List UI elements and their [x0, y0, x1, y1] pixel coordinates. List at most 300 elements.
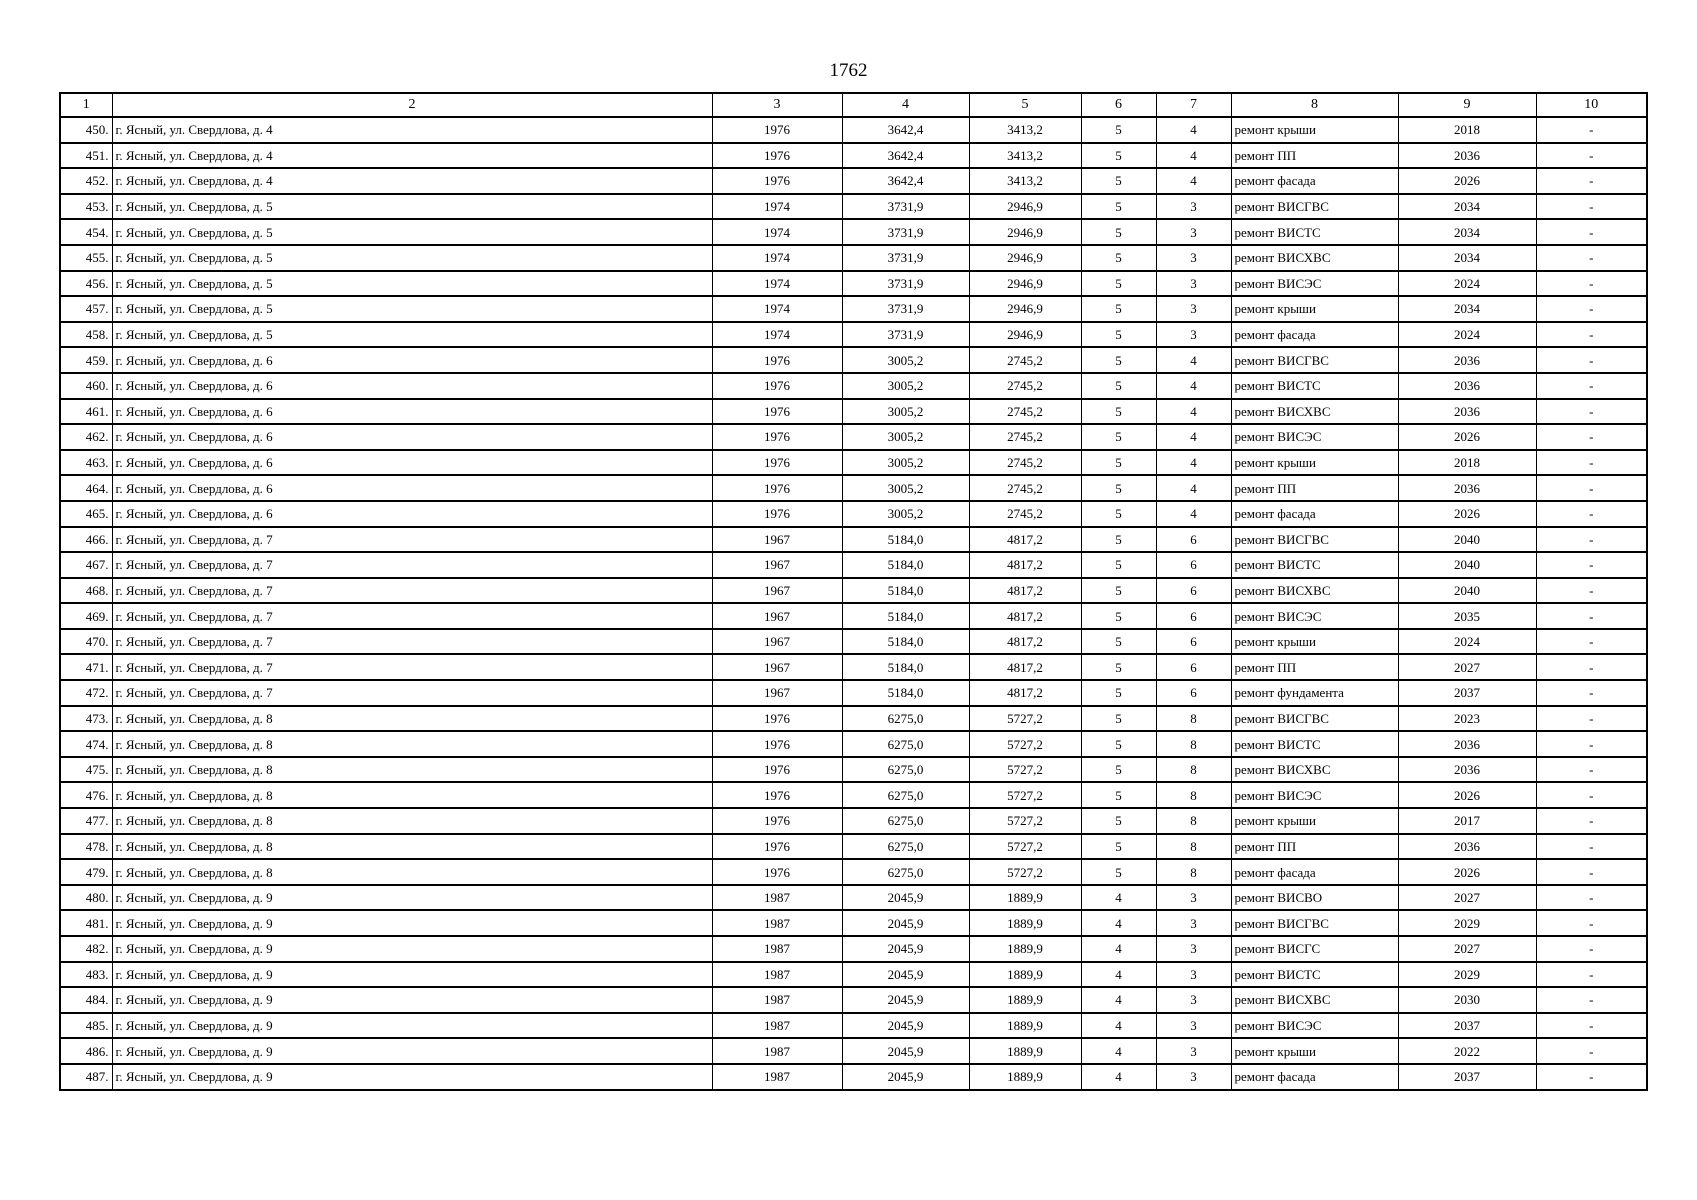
floors-cell: 5	[1081, 680, 1156, 706]
entrances-cell: 3	[1156, 296, 1231, 322]
entrances-cell: 3	[1156, 245, 1231, 271]
entrances-cell: 8	[1156, 808, 1231, 834]
living-area-cell: 5727,2	[969, 731, 1081, 757]
floors-cell: 5	[1081, 399, 1156, 425]
column-header: 6	[1081, 93, 1156, 117]
planned-year-cell: 2036	[1398, 475, 1536, 501]
address-cell: г. Ясный, ул. Свердлова, д. 9	[112, 962, 712, 988]
work-type-cell: ремонт крыши	[1231, 629, 1398, 655]
work-type-cell: ремонт ПП	[1231, 143, 1398, 169]
table-row	[60, 629, 1647, 655]
page-number: 1762	[829, 60, 868, 81]
total-area-cell: 3642,4	[842, 143, 969, 169]
living-area-cell: 1889,9	[969, 1064, 1081, 1090]
floors-cell: 4	[1081, 910, 1156, 936]
column-header: 3	[712, 93, 842, 117]
entrances-cell: 3	[1156, 962, 1231, 988]
planned-year-cell: 2018	[1398, 450, 1536, 476]
address-cell: г. Ясный, ул. Свердлова, д. 5	[112, 296, 712, 322]
address-cell: г. Ясный, ул. Свердлова, д. 7	[112, 603, 712, 629]
build-year-cell: 1987	[712, 962, 842, 988]
living-area-cell: 4817,2	[969, 603, 1081, 629]
total-area-cell: 3642,4	[842, 168, 969, 194]
living-area-cell: 2946,9	[969, 194, 1081, 220]
planned-year-cell: 2035	[1398, 603, 1536, 629]
build-year-cell: 1987	[712, 936, 842, 962]
table-row	[60, 117, 1647, 143]
floors-cell: 5	[1081, 347, 1156, 373]
address-cell: г. Ясный, ул. Свердлова, д. 5	[112, 271, 712, 297]
note-cell: -	[1536, 578, 1647, 604]
address-cell: г. Ясный, ул. Свердлова, д. 8	[112, 782, 712, 808]
note-cell: -	[1536, 731, 1647, 757]
floors-cell: 5	[1081, 527, 1156, 553]
entrances-cell: 4	[1156, 347, 1231, 373]
build-year-cell: 1976	[712, 143, 842, 169]
entrances-cell: 4	[1156, 117, 1231, 143]
row-number-cell: 459.	[60, 347, 112, 373]
living-area-cell: 2745,2	[969, 450, 1081, 476]
address-cell: г. Ясный, ул. Свердлова, д. 9	[112, 1064, 712, 1090]
table-row	[60, 424, 1647, 450]
note-cell: -	[1536, 219, 1647, 245]
planned-year-cell: 2034	[1398, 245, 1536, 271]
build-year-cell: 1976	[712, 424, 842, 450]
floors-cell: 5	[1081, 245, 1156, 271]
column-header: 10	[1536, 93, 1647, 117]
address-cell: г. Ясный, ул. Свердлова, д. 7	[112, 654, 712, 680]
planned-year-cell: 2026	[1398, 501, 1536, 527]
total-area-cell: 3731,9	[842, 271, 969, 297]
note-cell: -	[1536, 424, 1647, 450]
entrances-cell: 3	[1156, 1013, 1231, 1039]
table-row	[60, 1064, 1647, 1090]
living-area-cell: 2745,2	[969, 373, 1081, 399]
address-cell: г. Ясный, ул. Свердлова, д. 9	[112, 885, 712, 911]
table-row	[60, 757, 1647, 783]
note-cell: -	[1536, 885, 1647, 911]
note-cell: -	[1536, 808, 1647, 834]
address-cell: г. Ясный, ул. Свердлова, д. 4	[112, 117, 712, 143]
table-row	[60, 168, 1647, 194]
note-cell: -	[1536, 962, 1647, 988]
planned-year-cell: 2027	[1398, 654, 1536, 680]
table-row	[60, 885, 1647, 911]
note-cell: -	[1536, 271, 1647, 297]
row-number-cell: 474.	[60, 731, 112, 757]
living-area-cell: 2946,9	[969, 245, 1081, 271]
address-cell: г. Ясный, ул. Свердлова, д. 7	[112, 552, 712, 578]
work-type-cell: ремонт ВИСХВС	[1231, 399, 1398, 425]
row-number-cell: 476.	[60, 782, 112, 808]
floors-cell: 5	[1081, 629, 1156, 655]
row-number-cell: 455.	[60, 245, 112, 271]
table-row	[60, 578, 1647, 604]
build-year-cell: 1987	[712, 1038, 842, 1064]
floors-cell: 5	[1081, 143, 1156, 169]
note-cell: -	[1536, 603, 1647, 629]
table-row	[60, 962, 1647, 988]
planned-year-cell: 2027	[1398, 885, 1536, 911]
address-cell: г. Ясный, ул. Свердлова, д. 9	[112, 1013, 712, 1039]
build-year-cell: 1976	[712, 373, 842, 399]
row-number-cell: 450.	[60, 117, 112, 143]
row-number-cell: 478.	[60, 834, 112, 860]
entrances-cell: 3	[1156, 322, 1231, 348]
note-cell: -	[1536, 834, 1647, 860]
work-type-cell: ремонт ВИСХВС	[1231, 245, 1398, 271]
planned-year-cell: 2024	[1398, 322, 1536, 348]
total-area-cell: 6275,0	[842, 731, 969, 757]
floors-cell: 5	[1081, 782, 1156, 808]
work-type-cell: ремонт ВИСТС	[1231, 373, 1398, 399]
address-cell: г. Ясный, ул. Свердлова, д. 6	[112, 399, 712, 425]
entrances-cell: 4	[1156, 475, 1231, 501]
note-cell: -	[1536, 117, 1647, 143]
work-type-cell: ремонт ВИСТС	[1231, 552, 1398, 578]
build-year-cell: 1974	[712, 322, 842, 348]
row-number-cell: 456.	[60, 271, 112, 297]
build-year-cell: 1976	[712, 168, 842, 194]
planned-year-cell: 2026	[1398, 859, 1536, 885]
address-cell: г. Ясный, ул. Свердлова, д. 9	[112, 1038, 712, 1064]
table-row	[60, 501, 1647, 527]
row-number-cell: 451.	[60, 143, 112, 169]
floors-cell: 5	[1081, 706, 1156, 732]
build-year-cell: 1967	[712, 578, 842, 604]
total-area-cell: 3731,9	[842, 296, 969, 322]
row-number-cell: 458.	[60, 322, 112, 348]
address-cell: г. Ясный, ул. Свердлова, д. 8	[112, 757, 712, 783]
total-area-cell: 3005,2	[842, 450, 969, 476]
work-type-cell: ремонт крыши	[1231, 450, 1398, 476]
living-area-cell: 4817,2	[969, 654, 1081, 680]
planned-year-cell: 2040	[1398, 578, 1536, 604]
work-type-cell: ремонт ВИСГВС	[1231, 910, 1398, 936]
address-cell: г. Ясный, ул. Свердлова, д. 7	[112, 680, 712, 706]
planned-year-cell: 2034	[1398, 296, 1536, 322]
living-area-cell: 4817,2	[969, 680, 1081, 706]
column-header: 8	[1231, 93, 1398, 117]
column-header: 1	[60, 93, 112, 117]
floors-cell: 5	[1081, 859, 1156, 885]
row-number-cell: 461.	[60, 399, 112, 425]
column-header: 5	[969, 93, 1081, 117]
table-row	[60, 527, 1647, 553]
total-area-cell: 3731,9	[842, 194, 969, 220]
address-cell: г. Ясный, ул. Свердлова, д. 9	[112, 987, 712, 1013]
address-cell: г. Ясный, ул. Свердлова, д. 6	[112, 501, 712, 527]
floors-cell: 4	[1081, 1013, 1156, 1039]
table-row	[60, 347, 1647, 373]
total-area-cell: 3731,9	[842, 322, 969, 348]
table-row	[60, 782, 1647, 808]
living-area-cell: 4817,2	[969, 578, 1081, 604]
table-row	[60, 910, 1647, 936]
living-area-cell: 5727,2	[969, 808, 1081, 834]
floors-cell: 5	[1081, 450, 1156, 476]
work-type-cell: ремонт ВИСТС	[1231, 219, 1398, 245]
total-area-cell: 6275,0	[842, 834, 969, 860]
table-row	[60, 654, 1647, 680]
table-row	[60, 245, 1647, 271]
column-header: 9	[1398, 93, 1536, 117]
living-area-cell: 1889,9	[969, 987, 1081, 1013]
planned-year-cell: 2037	[1398, 1064, 1536, 1090]
note-cell: -	[1536, 552, 1647, 578]
build-year-cell: 1967	[712, 552, 842, 578]
living-area-cell: 5727,2	[969, 757, 1081, 783]
work-type-cell: ремонт ПП	[1231, 475, 1398, 501]
floors-cell: 5	[1081, 603, 1156, 629]
work-type-cell: ремонт ВИСГВС	[1231, 194, 1398, 220]
entrances-cell: 4	[1156, 168, 1231, 194]
total-area-cell: 3005,2	[842, 373, 969, 399]
living-area-cell: 1889,9	[969, 910, 1081, 936]
total-area-cell: 3005,2	[842, 424, 969, 450]
address-cell: г. Ясный, ул. Свердлова, д. 6	[112, 373, 712, 399]
address-cell: г. Ясный, ул. Свердлова, д. 7	[112, 527, 712, 553]
work-type-cell: ремонт ПП	[1231, 834, 1398, 860]
table-row	[60, 731, 1647, 757]
build-year-cell: 1967	[712, 680, 842, 706]
note-cell: -	[1536, 1038, 1647, 1064]
address-cell: г. Ясный, ул. Свердлова, д. 5	[112, 322, 712, 348]
address-cell: г. Ясный, ул. Свердлова, д. 5	[112, 245, 712, 271]
planned-year-cell: 2026	[1398, 168, 1536, 194]
total-area-cell: 2045,9	[842, 1038, 969, 1064]
table-row	[60, 373, 1647, 399]
floors-cell: 4	[1081, 1038, 1156, 1064]
planned-year-cell: 2026	[1398, 782, 1536, 808]
living-area-cell: 3413,2	[969, 143, 1081, 169]
entrances-cell: 3	[1156, 1038, 1231, 1064]
entrances-cell: 3	[1156, 987, 1231, 1013]
work-type-cell: ремонт ВИСЭС	[1231, 271, 1398, 297]
row-number-cell: 464.	[60, 475, 112, 501]
table-row	[60, 603, 1647, 629]
planned-year-cell: 2040	[1398, 552, 1536, 578]
note-cell: -	[1536, 245, 1647, 271]
note-cell: -	[1536, 322, 1647, 348]
living-area-cell: 4817,2	[969, 629, 1081, 655]
header-row	[60, 93, 1647, 117]
row-number-cell: 479.	[60, 859, 112, 885]
table-body	[60, 117, 1647, 1090]
row-number-cell: 480.	[60, 885, 112, 911]
work-type-cell: ремонт крыши	[1231, 117, 1398, 143]
build-year-cell: 1974	[712, 245, 842, 271]
row-number-cell: 481.	[60, 910, 112, 936]
table-row	[60, 1013, 1647, 1039]
living-area-cell: 5727,2	[969, 706, 1081, 732]
planned-year-cell: 2030	[1398, 987, 1536, 1013]
address-cell: г. Ясный, ул. Свердлова, д. 8	[112, 859, 712, 885]
total-area-cell: 3731,9	[842, 245, 969, 271]
table-row	[60, 194, 1647, 220]
build-year-cell: 1976	[712, 834, 842, 860]
floors-cell: 5	[1081, 322, 1156, 348]
work-type-cell: ремонт ВИСТС	[1231, 731, 1398, 757]
row-number-cell: 470.	[60, 629, 112, 655]
build-year-cell: 1967	[712, 629, 842, 655]
work-type-cell: ремонт крыши	[1231, 296, 1398, 322]
total-area-cell: 5184,0	[842, 680, 969, 706]
floors-cell: 4	[1081, 987, 1156, 1013]
entrances-cell: 3	[1156, 1064, 1231, 1090]
note-cell: -	[1536, 1064, 1647, 1090]
work-type-cell: ремонт крыши	[1231, 808, 1398, 834]
total-area-cell: 2045,9	[842, 1013, 969, 1039]
row-number-cell: 468.	[60, 578, 112, 604]
work-type-cell: ремонт ВИСХВС	[1231, 987, 1398, 1013]
work-type-cell: ремонт ВИСЭС	[1231, 1013, 1398, 1039]
row-number-cell: 462.	[60, 424, 112, 450]
note-cell: -	[1536, 527, 1647, 553]
row-number-cell: 466.	[60, 527, 112, 553]
work-type-cell: ремонт фасада	[1231, 1064, 1398, 1090]
planned-year-cell: 2036	[1398, 347, 1536, 373]
table-row	[60, 859, 1647, 885]
row-number-cell: 477.	[60, 808, 112, 834]
row-number-cell: 457.	[60, 296, 112, 322]
address-cell: г. Ясный, ул. Свердлова, д. 7	[112, 629, 712, 655]
address-cell: г. Ясный, ул. Свердлова, д. 6	[112, 475, 712, 501]
table-row	[60, 834, 1647, 860]
row-number-cell: 465.	[60, 501, 112, 527]
work-type-cell: ремонт ВИСХВС	[1231, 757, 1398, 783]
work-type-cell: ремонт ВИСТС	[1231, 962, 1398, 988]
entrances-cell: 8	[1156, 706, 1231, 732]
address-cell: г. Ясный, ул. Свердлова, д. 6	[112, 347, 712, 373]
total-area-cell: 3642,4	[842, 117, 969, 143]
living-area-cell: 1889,9	[969, 885, 1081, 911]
note-cell: -	[1536, 680, 1647, 706]
entrances-cell: 6	[1156, 603, 1231, 629]
entrances-cell: 8	[1156, 731, 1231, 757]
note-cell: -	[1536, 1013, 1647, 1039]
address-cell: г. Ясный, ул. Свердлова, д. 4	[112, 143, 712, 169]
build-year-cell: 1967	[712, 654, 842, 680]
living-area-cell: 5727,2	[969, 834, 1081, 860]
address-cell: г. Ясный, ул. Свердлова, д. 6	[112, 450, 712, 476]
entrances-cell: 6	[1156, 654, 1231, 680]
work-type-cell: ремонт ВИСГВС	[1231, 527, 1398, 553]
row-number-cell: 485.	[60, 1013, 112, 1039]
entrances-cell: 6	[1156, 680, 1231, 706]
build-year-cell: 1987	[712, 1013, 842, 1039]
planned-year-cell: 2036	[1398, 834, 1536, 860]
entrances-cell: 6	[1156, 527, 1231, 553]
living-area-cell: 5727,2	[969, 859, 1081, 885]
living-area-cell: 2946,9	[969, 271, 1081, 297]
living-area-cell: 3413,2	[969, 117, 1081, 143]
row-number-cell: 471.	[60, 654, 112, 680]
entrances-cell: 6	[1156, 578, 1231, 604]
living-area-cell: 2946,9	[969, 322, 1081, 348]
column-header: 2	[112, 93, 712, 117]
note-cell: -	[1536, 987, 1647, 1013]
note-cell: -	[1536, 373, 1647, 399]
floors-cell: 5	[1081, 475, 1156, 501]
build-year-cell: 1976	[712, 808, 842, 834]
planned-year-cell: 2040	[1398, 527, 1536, 553]
address-cell: г. Ясный, ул. Свердлова, д. 8	[112, 834, 712, 860]
floors-cell: 5	[1081, 654, 1156, 680]
work-type-cell: ремонт ВИСЭС	[1231, 603, 1398, 629]
entrances-cell: 3	[1156, 936, 1231, 962]
row-number-cell: 454.	[60, 219, 112, 245]
planned-year-cell: 2029	[1398, 910, 1536, 936]
row-number-cell: 453.	[60, 194, 112, 220]
build-year-cell: 1974	[712, 219, 842, 245]
address-cell: г. Ясный, ул. Свердлова, д. 7	[112, 578, 712, 604]
floors-cell: 4	[1081, 885, 1156, 911]
planned-year-cell: 2024	[1398, 271, 1536, 297]
entrances-cell: 8	[1156, 834, 1231, 860]
entrances-cell: 4	[1156, 373, 1231, 399]
column-header: 4	[842, 93, 969, 117]
living-area-cell: 1889,9	[969, 1013, 1081, 1039]
note-cell: -	[1536, 629, 1647, 655]
note-cell: -	[1536, 143, 1647, 169]
planned-year-cell: 2024	[1398, 629, 1536, 655]
floors-cell: 5	[1081, 168, 1156, 194]
floors-cell: 5	[1081, 578, 1156, 604]
work-type-cell: ремонт фасада	[1231, 322, 1398, 348]
entrances-cell: 3	[1156, 219, 1231, 245]
note-cell: -	[1536, 859, 1647, 885]
floors-cell: 5	[1081, 757, 1156, 783]
build-year-cell: 1987	[712, 910, 842, 936]
table-row	[60, 1038, 1647, 1064]
total-area-cell: 2045,9	[842, 936, 969, 962]
table-row	[60, 987, 1647, 1013]
table-row	[60, 271, 1647, 297]
floors-cell: 5	[1081, 731, 1156, 757]
total-area-cell: 3005,2	[842, 501, 969, 527]
work-type-cell: ремонт ВИСГВС	[1231, 347, 1398, 373]
total-area-cell: 3005,2	[842, 399, 969, 425]
table-row	[60, 450, 1647, 476]
table-row	[60, 219, 1647, 245]
build-year-cell: 1967	[712, 527, 842, 553]
table-row	[60, 936, 1647, 962]
build-year-cell: 1976	[712, 501, 842, 527]
living-area-cell: 5727,2	[969, 782, 1081, 808]
entrances-cell: 4	[1156, 501, 1231, 527]
note-cell: -	[1536, 757, 1647, 783]
living-area-cell: 4817,2	[969, 527, 1081, 553]
total-area-cell: 3731,9	[842, 219, 969, 245]
build-year-cell: 1974	[712, 271, 842, 297]
table-row	[60, 296, 1647, 322]
row-number-cell: 483.	[60, 962, 112, 988]
row-number-cell: 486.	[60, 1038, 112, 1064]
planned-year-cell: 2029	[1398, 962, 1536, 988]
planned-year-cell: 2026	[1398, 424, 1536, 450]
entrances-cell: 4	[1156, 424, 1231, 450]
build-year-cell: 1976	[712, 859, 842, 885]
planned-year-cell: 2036	[1398, 143, 1536, 169]
floors-cell: 4	[1081, 1064, 1156, 1090]
total-area-cell: 2045,9	[842, 885, 969, 911]
work-type-cell: ремонт фасада	[1231, 501, 1398, 527]
floors-cell: 5	[1081, 501, 1156, 527]
note-cell: -	[1536, 194, 1647, 220]
row-number-cell: 482.	[60, 936, 112, 962]
total-area-cell: 2045,9	[842, 987, 969, 1013]
